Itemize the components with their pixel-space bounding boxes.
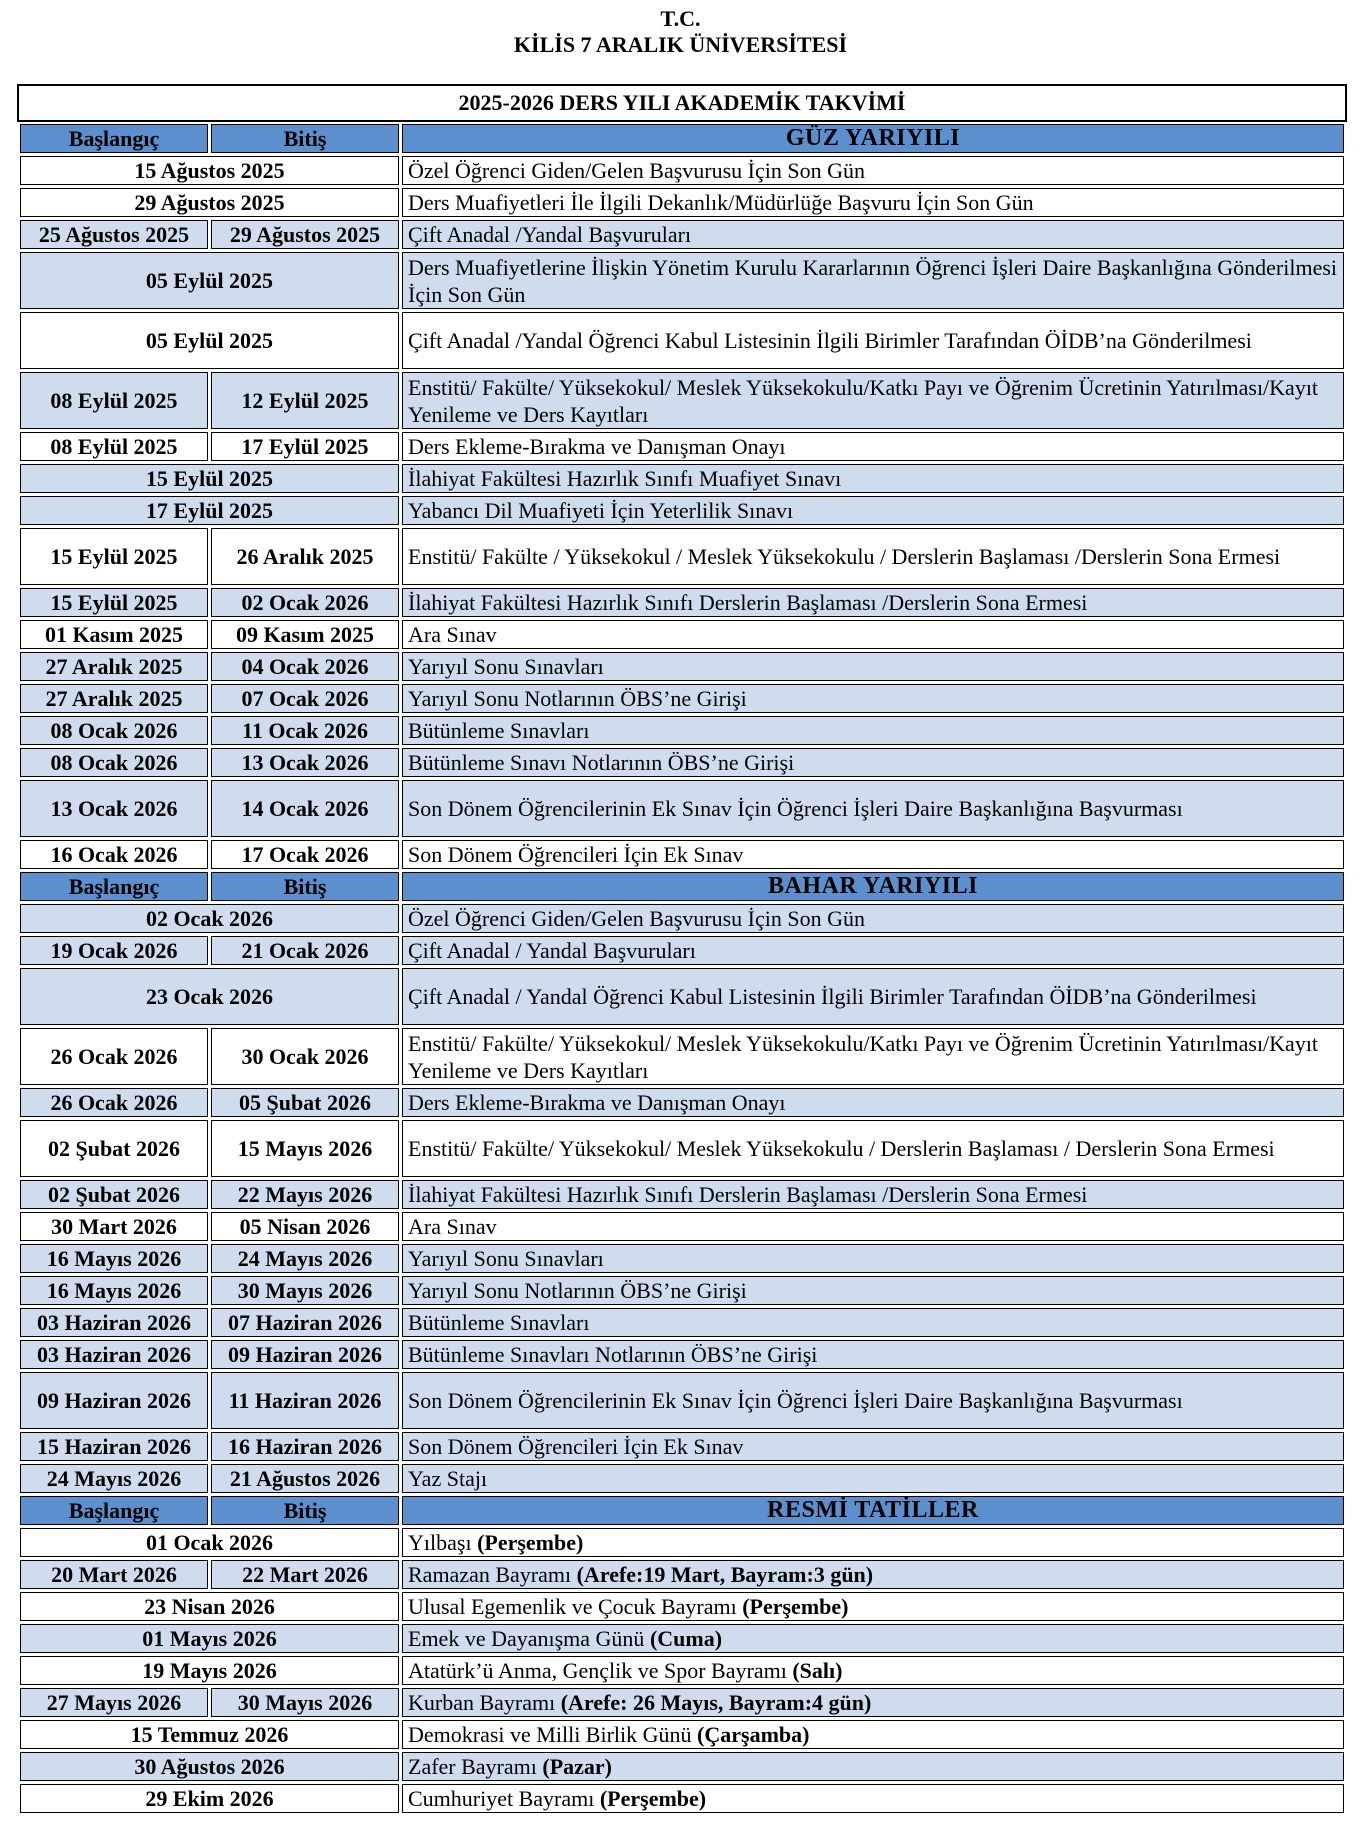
event-description (402, 156, 1344, 185)
section-header (20, 1496, 1344, 1525)
event-description (402, 840, 1344, 869)
event-text: Son Dönem Öğrencileri İçin Ek Sınav (408, 1434, 744, 1459)
event-description (402, 1528, 1344, 1557)
calendar-row (20, 1120, 1344, 1177)
start-column-header: Başlangıç (20, 1496, 208, 1525)
event-text: Yarıyıl Sonu Sınavları (408, 1246, 604, 1271)
end-date: 07 Haziran 2026 (211, 1308, 399, 1337)
start-date: 27 Aralık 2025 (20, 652, 208, 681)
start-date: 08 Eylül 2025 (20, 432, 208, 461)
university-name: KİLİS 7 ARALIK ÜNİVERSİTESİ (513, 32, 848, 57)
end-date: 09 Haziran 2026 (211, 1340, 399, 1369)
start-date: 15 Temmuz 2026 (20, 1720, 399, 1749)
calendar-row (20, 496, 1344, 525)
calendar-row (20, 1528, 1344, 1557)
start-date: 08 Ocak 2026 (20, 748, 208, 777)
end-date: 05 Şubat 2026 (211, 1088, 399, 1117)
start-date: 16 Mayıs 2026 (20, 1276, 208, 1305)
event-text: Çift Anadal /Yandal Başvuruları (408, 222, 692, 247)
event-text: Zafer Bayramı (408, 1754, 537, 1779)
event-description (402, 252, 1344, 309)
event-description (402, 1784, 1344, 1813)
calendar-row (20, 1372, 1344, 1429)
event-description (402, 188, 1344, 217)
event-description (402, 588, 1344, 617)
academic-calendar-table (17, 121, 1347, 1816)
section-header (20, 872, 1344, 901)
start-date: 19 Ocak 2026 (20, 936, 208, 965)
start-date: 15 Eylül 2025 (20, 464, 399, 493)
end-date: 17 Ocak 2026 (211, 840, 399, 869)
event-note: (Arefe:19 Mart, Bayram:3 gün) (576, 1562, 874, 1587)
event-description (402, 1372, 1344, 1429)
calendar-row (20, 652, 1344, 681)
calendar-row (20, 968, 1344, 1025)
event-text: Ders Muafiyetleri İle İlgili Dekanlık/Müdürlüğe Başvuru İçin Son Gün (408, 190, 1034, 215)
event-description (402, 904, 1344, 933)
event-text: Bütünleme Sınavı Notlarının ÖBS’ne Girişi (408, 750, 795, 775)
event-text: Ara Sınav (408, 622, 497, 647)
calendar-row (20, 1088, 1344, 1117)
event-text: Demokrasi ve Milli Birlik Günü (408, 1722, 692, 1747)
start-date: 26 Ocak 2026 (20, 1028, 208, 1085)
event-note: (Cuma) (649, 1626, 723, 1651)
end-date: 16 Haziran 2026 (211, 1432, 399, 1461)
event-text: Çift Anadal / Yandal Öğrenci Kabul Listesinin İlgili Birimler Tarafından ÖİDB’na Gönderilmesi (408, 984, 1257, 1009)
event-description (402, 312, 1344, 369)
event-description (402, 1592, 1344, 1621)
end-date: 07 Ocak 2026 (211, 684, 399, 713)
start-date: 15 Haziran 2026 (20, 1432, 208, 1461)
calendar-row (20, 936, 1344, 965)
start-date: 29 Ağustos 2025 (20, 188, 399, 217)
start-date: 08 Eylül 2025 (20, 372, 208, 429)
start-date: 27 Aralık 2025 (20, 684, 208, 713)
calendar-row (20, 252, 1344, 309)
event-text: Bütünleme Sınavları Notlarının ÖBS’ne Girişi (408, 1342, 818, 1367)
event-text: İlahiyat Fakültesi Hazırlık Sınıfı Muafiyet Sınavı (408, 466, 842, 491)
event-text: Yarıyıl Sonu Sınavları (408, 654, 604, 679)
event-description (402, 1180, 1344, 1209)
end-date: 13 Ocak 2026 (211, 748, 399, 777)
header-tc: T.C. (660, 6, 701, 31)
event-description (402, 528, 1344, 585)
start-date: 15 Eylül 2025 (20, 528, 208, 585)
calendar-row (20, 1340, 1344, 1369)
event-note: (Arefe: 26 Mayıs, Bayram:4 gün) (560, 1690, 872, 1715)
calendar-row (20, 1180, 1344, 1209)
event-note: (Pazar) (542, 1754, 612, 1779)
end-date: 04 Ocak 2026 (211, 652, 399, 681)
event-text: Enstitü/ Fakülte/ Yüksekokul/ Meslek Yüksekokulu/Katkı Payı ve Öğrenim Ücretinin Yatırılması/Kayıt Yenileme ve Ders Kayıtları (408, 1030, 1319, 1083)
end-date: 11 Haziran 2026 (211, 1372, 399, 1429)
calendar-row (20, 1688, 1344, 1717)
start-date: 02 Şubat 2026 (20, 1180, 208, 1209)
end-date: 29 Ağustos 2025 (211, 220, 399, 249)
end-date: 22 Mayıs 2026 (211, 1180, 399, 1209)
section-title: RESMİ TATİLLER (402, 1496, 1344, 1525)
event-text: Ders Ekleme-Bırakma ve Danışman Onayı (408, 434, 786, 459)
calendar-row (20, 904, 1344, 933)
event-description (402, 220, 1344, 249)
end-date: 30 Ocak 2026 (211, 1028, 399, 1085)
event-description (402, 1276, 1344, 1305)
event-text: Ara Sınav (408, 1214, 497, 1239)
start-date: 29 Ekim 2026 (20, 1784, 399, 1813)
event-description (402, 464, 1344, 493)
calendar-row (20, 372, 1344, 429)
event-description (402, 936, 1344, 965)
section-title: BAHAR YARIYILI (402, 872, 1344, 901)
event-description (402, 620, 1344, 649)
event-description (402, 1560, 1344, 1589)
start-date: 15 Ağustos 2025 (20, 156, 399, 185)
event-text: Çift Anadal / Yandal Başvuruları (408, 938, 696, 963)
calendar-row (20, 1432, 1344, 1461)
calendar-row (20, 684, 1344, 713)
calendar-row (20, 1244, 1344, 1273)
start-date: 26 Ocak 2026 (20, 1088, 208, 1117)
event-note: (Perşembe) (599, 1786, 707, 1811)
start-date: 05 Eylül 2025 (20, 252, 399, 309)
calendar-row (20, 588, 1344, 617)
start-date: 30 Ağustos 2026 (20, 1752, 399, 1781)
start-date: 01 Ocak 2026 (20, 1528, 399, 1557)
calendar-row (20, 1656, 1344, 1685)
event-description (402, 1244, 1344, 1273)
event-text: Ders Ekleme-Bırakma ve Danışman Onayı (408, 1090, 786, 1115)
event-description (402, 1720, 1344, 1749)
event-text: Çift Anadal /Yandal Öğrenci Kabul Listesinin İlgili Birimler Tarafından ÖİDB’na Gönderilmesi (408, 328, 1252, 353)
event-description (402, 1688, 1344, 1717)
event-text: Özel Öğrenci Giden/Gelen Başvurusu İçin Son Gün (408, 906, 866, 931)
end-date: 30 Mayıs 2026 (211, 1688, 399, 1717)
start-date: 01 Mayıs 2026 (20, 1624, 399, 1653)
end-date: 05 Nisan 2026 (211, 1212, 399, 1241)
event-description (402, 684, 1344, 713)
start-date: 03 Haziran 2026 (20, 1340, 208, 1369)
event-description (402, 1432, 1344, 1461)
calendar-row (20, 1276, 1344, 1305)
event-text: Enstitü/ Fakülte/ Yüksekokul/ Meslek Yüksekokulu / Derslerin Başlaması / Derslerin Sona Ermesi (408, 1136, 1275, 1161)
end-date: 21 Ağustos 2026 (211, 1464, 399, 1493)
start-date: 20 Mart 2026 (20, 1560, 208, 1589)
end-date: 30 Mayıs 2026 (211, 1276, 399, 1305)
start-date: 30 Mart 2026 (20, 1212, 208, 1241)
start-column-header: Başlangıç (20, 872, 208, 901)
start-date: 02 Şubat 2026 (20, 1120, 208, 1177)
event-text: Ders Muafiyetlerine İlişkin Yönetim Kurulu Kararlarının Öğrenci İşleri Daire Başkanlığına Gönderilmesi İçin Son Gün (408, 254, 1338, 307)
event-text: Enstitü/ Fakülte / Yüksekokul / Meslek Yüksekokulu / Derslerin Başlaması /Derslerin Sona Ermesi (408, 544, 1281, 569)
end-date: 26 Aralık 2025 (211, 528, 399, 585)
event-text: Cumhuriyet Bayramı (408, 1786, 595, 1811)
event-description (402, 1212, 1344, 1241)
event-text: Ulusal Egemenlik ve Çocuk Bayramı (408, 1594, 737, 1619)
end-date: 21 Ocak 2026 (211, 936, 399, 965)
end-date: 11 Ocak 2026 (211, 716, 399, 745)
start-column-header: Başlangıç (20, 124, 208, 153)
start-date: 19 Mayıs 2026 (20, 1656, 399, 1685)
event-text: Ramazan Bayramı (408, 1562, 572, 1587)
event-text: Yarıyıl Sonu Notlarının ÖBS’ne Girişi (408, 1278, 747, 1303)
start-date: 01 Kasım 2025 (20, 620, 208, 649)
calendar-row (20, 220, 1344, 249)
calendar-row (20, 188, 1344, 217)
event-description (402, 496, 1344, 525)
calendar-row (20, 840, 1344, 869)
event-text: Emek ve Dayanışma Günü (408, 1626, 645, 1651)
start-date: 02 Ocak 2026 (20, 904, 399, 933)
event-text: Kurban Bayramı (408, 1690, 556, 1715)
event-text: Yabancı Dil Muafiyeti İçin Yeterlilik Sınavı (408, 498, 794, 523)
calendar-row (20, 1720, 1344, 1749)
section-title: GÜZ YARIYILI (402, 124, 1344, 153)
calendar-row (20, 464, 1344, 493)
event-text: Bütünleme Sınavları (408, 718, 590, 743)
event-description (402, 1308, 1344, 1337)
end-column-header: Bitiş (211, 872, 399, 901)
event-description (402, 1752, 1344, 1781)
end-date: 17 Eylül 2025 (211, 432, 399, 461)
event-text: Yarıyıl Sonu Notlarının ÖBS’ne Girişi (408, 686, 747, 711)
event-description (402, 1120, 1344, 1177)
calendar-row (20, 1464, 1344, 1493)
event-description (402, 1340, 1344, 1369)
event-text: Yaz Stajı (408, 1466, 488, 1491)
end-date: 15 Mayıs 2026 (211, 1120, 399, 1177)
calendar-row (20, 1028, 1344, 1085)
event-description (402, 372, 1344, 429)
calendar-row (20, 1624, 1344, 1653)
calendar-row (20, 716, 1344, 745)
start-date: 15 Eylül 2025 (20, 588, 208, 617)
event-text: İlahiyat Fakültesi Hazırlık Sınıfı Derslerin Başlaması /Derslerin Sona Ermesi (408, 1182, 1088, 1207)
end-date: 14 Ocak 2026 (211, 780, 399, 837)
start-date: 25 Ağustos 2025 (20, 220, 208, 249)
event-text: Son Dönem Öğrencilerinin Ek Sınav İçin Öğrenci İşleri Daire Başkanlığına Başvurması (408, 1388, 1183, 1413)
event-description (402, 1088, 1344, 1117)
event-description (402, 1656, 1344, 1685)
event-note: (Perşembe) (742, 1594, 849, 1619)
calendar-row (20, 1212, 1344, 1241)
calendar-row (20, 1560, 1344, 1589)
event-description (402, 748, 1344, 777)
event-text: Yılbaşı (408, 1530, 472, 1555)
end-column-header: Bitiş (211, 1496, 399, 1525)
calendar-row (20, 748, 1344, 777)
start-date: 08 Ocak 2026 (20, 716, 208, 745)
start-date: 05 Eylül 2025 (20, 312, 399, 369)
calendar-row (20, 780, 1344, 837)
start-date: 27 Mayıs 2026 (20, 1688, 208, 1717)
calendar-row (20, 312, 1344, 369)
calendar-row (20, 1752, 1344, 1781)
start-date: 09 Haziran 2026 (20, 1372, 208, 1429)
event-description (402, 1464, 1344, 1493)
start-date: 16 Ocak 2026 (20, 840, 208, 869)
event-description (402, 780, 1344, 837)
event-text: Son Dönem Öğrencileri İçin Ek Sınav (408, 842, 744, 867)
calendar-row (20, 1308, 1344, 1337)
calendar-row (20, 432, 1344, 461)
calendar-row (20, 620, 1344, 649)
end-date: 22 Mart 2026 (211, 1560, 399, 1589)
event-text: Atatürk’ü Anma, Gençlik ve Spor Bayramı (408, 1658, 787, 1683)
calendar-row (20, 156, 1344, 185)
event-text: Özel Öğrenci Giden/Gelen Başvurusu İçin Son Gün (408, 158, 866, 183)
event-note: (Salı) (792, 1658, 843, 1683)
event-description (402, 432, 1344, 461)
start-date: 16 Mayıs 2026 (20, 1244, 208, 1273)
calendar-title: 2025-2026 DERS YILI AKADEMİK TAKVİMİ (17, 84, 1347, 122)
end-date: 09 Kasım 2025 (211, 620, 399, 649)
event-description (402, 716, 1344, 745)
start-date: 03 Haziran 2026 (20, 1308, 208, 1337)
event-description (402, 1028, 1344, 1085)
event-note: (Perşembe) (477, 1530, 584, 1555)
start-date: 13 Ocak 2026 (20, 780, 208, 837)
event-description (402, 968, 1344, 1025)
start-date: 23 Ocak 2026 (20, 968, 399, 1025)
calendar-row (20, 1592, 1344, 1621)
calendar-row (20, 1784, 1344, 1813)
end-date: 24 Mayıs 2026 (211, 1244, 399, 1273)
end-date: 12 Eylül 2025 (211, 372, 399, 429)
event-text: İlahiyat Fakültesi Hazırlık Sınıfı Derslerin Başlaması /Derslerin Sona Ermesi (408, 590, 1088, 615)
event-text: Bütünleme Sınavları (408, 1310, 590, 1335)
event-description (402, 1624, 1344, 1653)
event-text: Son Dönem Öğrencilerinin Ek Sınav İçin Öğrenci İşleri Daire Başkanlığına Başvurması (408, 796, 1183, 821)
section-header (20, 124, 1344, 153)
start-date: 17 Eylül 2025 (20, 496, 399, 525)
end-column-header: Bitiş (211, 124, 399, 153)
event-note: (Çarşamba) (697, 1722, 810, 1747)
calendar-row (20, 528, 1344, 585)
event-description (402, 652, 1344, 681)
start-date: 23 Nisan 2026 (20, 1592, 399, 1621)
end-date: 02 Ocak 2026 (211, 588, 399, 617)
event-text: Enstitü/ Fakülte/ Yüksekokul/ Meslek Yüksekokulu/Katkı Payı ve Öğrenim Ücretinin Yatırılması/Kayıt Yenileme ve Ders Kayıtları (408, 374, 1319, 427)
start-date: 24 Mayıs 2026 (20, 1464, 208, 1493)
